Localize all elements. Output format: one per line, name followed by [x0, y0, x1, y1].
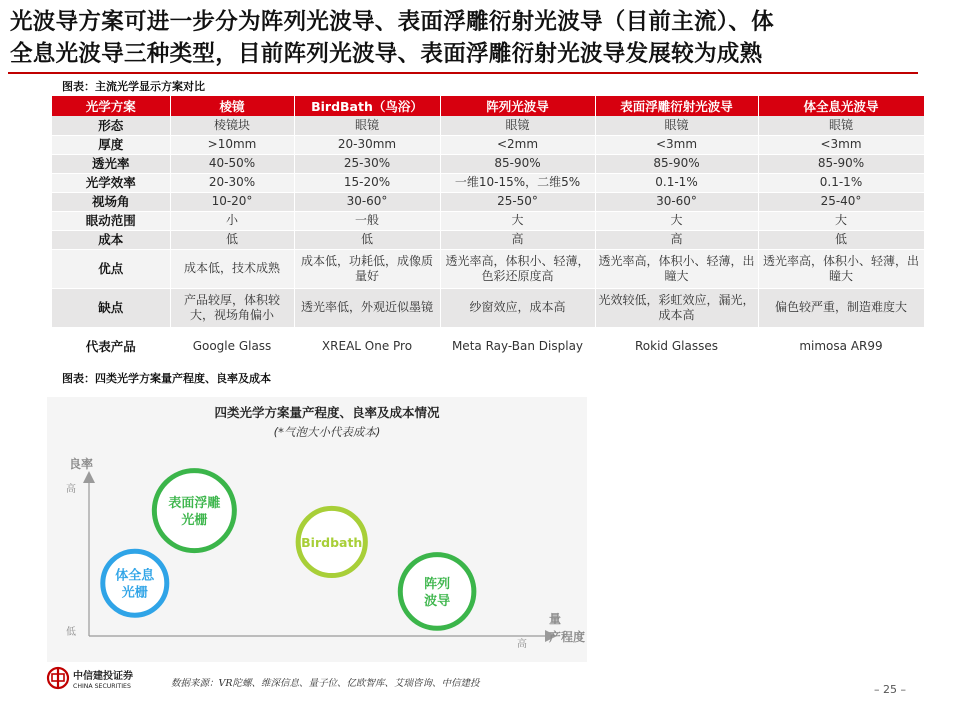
- table-cell: 小: [170, 211, 294, 230]
- table-cell: Google Glass: [170, 327, 294, 365]
- bubble-label: 光栅: [181, 513, 208, 529]
- bubble-label: 表面浮雕: [168, 496, 221, 512]
- y-high-label: 高: [66, 484, 76, 495]
- table-cell: 成本低，功耗低，成像质量好: [294, 249, 440, 288]
- bubble-label: 阵列: [424, 576, 451, 592]
- chart-caption: 图表：四类光学方案量产程度、良率及成本: [62, 372, 271, 385]
- title-rule: [8, 72, 918, 74]
- table-header-cell: 体全息光波导: [758, 96, 924, 116]
- data-source-note: 数据来源：VR陀螺、维深信息、量子位、亿欧智库、艾瑞咨询、中信建投: [171, 678, 480, 689]
- row-header-cell: 成本: [52, 230, 170, 249]
- table-cell: 0.1-1%: [595, 173, 758, 192]
- table-header-cell: 光学方案: [52, 96, 170, 116]
- bubble-chart-panel: [47, 397, 587, 662]
- table-header-cell: 阵列光波导: [440, 96, 595, 116]
- table-cell: <3mm: [758, 135, 924, 154]
- table-cell: 大: [595, 211, 758, 230]
- page-number: – 25 –: [874, 683, 906, 696]
- row-header-cell: 优点: [52, 249, 170, 288]
- table-cell: 一维10-15%，二维5%: [440, 173, 595, 192]
- table-cell: 20-30%: [170, 173, 294, 192]
- table-cell: 眼镜: [758, 116, 924, 135]
- bubble-label: Birdbath: [301, 534, 363, 550]
- row-header-cell: 视场角: [52, 192, 170, 211]
- table-cell: Rokid Glasses: [595, 327, 758, 365]
- slide-headline: [10, 6, 950, 70]
- table-cell: 15-20%: [294, 173, 440, 192]
- y-axis-arrow: [83, 471, 95, 483]
- table-caption: 图表：主流光学显示方案对比: [62, 80, 205, 93]
- bubble-label: 体全息: [115, 568, 155, 584]
- table-cell: >10mm: [170, 135, 294, 154]
- chart-title: 四类光学方案量产程度、良率及成本情况: [214, 405, 440, 420]
- table-cell: 大: [758, 211, 924, 230]
- table-cell: 低: [294, 230, 440, 249]
- row-header-cell: 光学效率: [52, 173, 170, 192]
- headline-line-2: 全息光波导三种类型，目前阵列光波导、表面浮雕衍射光波导发展较为成熟: [10, 41, 763, 67]
- table-cell: 30-60°: [294, 192, 440, 211]
- table-cell: 低: [758, 230, 924, 249]
- table-cell: 大: [440, 211, 595, 230]
- table-cell: 85-90%: [595, 154, 758, 173]
- row-header-cell: 代表产品: [52, 327, 170, 365]
- y-axis-label: 良率: [69, 457, 94, 471]
- table-row: [52, 192, 924, 211]
- bubble-label: 光栅: [121, 585, 148, 601]
- table-cell: 透光率高，体积小、轻薄，出瞳大: [758, 249, 924, 288]
- comparison-table: [52, 96, 925, 366]
- x-axis-label-part2: 产程度: [549, 630, 586, 644]
- china-securities-logo: [46, 666, 166, 690]
- table-cell: 30-60°: [595, 192, 758, 211]
- table-cell: 棱镜块: [170, 116, 294, 135]
- row-header-cell: 形态: [52, 116, 170, 135]
- table-cell: 25-40°: [758, 192, 924, 211]
- table-body: [52, 116, 924, 365]
- table-row: [52, 135, 924, 154]
- table-cell: 低: [170, 230, 294, 249]
- table-cell: 纱窗效应，成本高: [440, 288, 595, 327]
- chart-subtitle: (*气泡大小代表成本): [273, 425, 381, 439]
- table-cell: 0.1-1%: [758, 173, 924, 192]
- table-header-row: [52, 96, 924, 116]
- table-row: [52, 154, 924, 173]
- table-cell: mimosa AR99: [758, 327, 924, 365]
- table-cell: <2mm: [440, 135, 595, 154]
- table-cell: 产品较厚，体积较大，视场角偏小: [170, 288, 294, 327]
- x-axis-label-part1: 量: [549, 612, 562, 626]
- x-high-label: 高: [517, 639, 527, 650]
- table-row: [52, 249, 924, 288]
- table-cell: XREAL One Pro: [294, 327, 440, 365]
- table-cell: 20-30mm: [294, 135, 440, 154]
- table-row: [52, 211, 924, 230]
- table-cell: 25-50°: [440, 192, 595, 211]
- table-cell: 透光率高，体积小、轻薄，出瞳大: [595, 249, 758, 288]
- logo-cn-text: 中信建投证券: [73, 671, 133, 682]
- table-row: [52, 288, 924, 327]
- table-cell: 85-90%: [440, 154, 595, 173]
- row-header-cell: 透光率: [52, 154, 170, 173]
- table-cell: 25-30%: [294, 154, 440, 173]
- table-row: [52, 230, 924, 249]
- y-low-label: 低: [66, 627, 76, 638]
- table-cell: 10-20°: [170, 192, 294, 211]
- table-cell: 光效较低，彩虹效应，漏光，成本高: [595, 288, 758, 327]
- table-cell: 眼镜: [595, 116, 758, 135]
- table-cell: <3mm: [595, 135, 758, 154]
- table-header-cell: 棱镜: [170, 96, 294, 116]
- headline-line-1: 光波导方案可进一步分为阵列光波导、表面浮雕衍射光波导（目前主流）、体: [10, 9, 774, 35]
- bubble-chart: [47, 397, 587, 662]
- table-cell: 眼镜: [440, 116, 595, 135]
- row-header-cell: 缺点: [52, 288, 170, 327]
- table-cell: 40-50%: [170, 154, 294, 173]
- table-header-cell: 表面浮雕衍射光波导: [595, 96, 758, 116]
- table-cell: 85-90%: [758, 154, 924, 173]
- table-cell: 透光率高，体积小、轻薄，色彩还原度高: [440, 249, 595, 288]
- table-header-cell: BirdBath（鸟浴）: [294, 96, 440, 116]
- logo-en-text: CHINA SECURITIES: [73, 683, 131, 690]
- row-header-cell: 厚度: [52, 135, 170, 154]
- table-cell: 透光率低，外观近似墨镜: [294, 288, 440, 327]
- table-cell: 高: [595, 230, 758, 249]
- row-header-cell: 眼动范围: [52, 211, 170, 230]
- table-cell: 成本低，技术成熟: [170, 249, 294, 288]
- table-row: [52, 173, 924, 192]
- bubble-label: 波导: [424, 593, 451, 609]
- table-cell: 眼镜: [294, 116, 440, 135]
- table-cell: 偏色较严重，制造难度大: [758, 288, 924, 327]
- table-row: [52, 116, 924, 135]
- table-cell: 高: [440, 230, 595, 249]
- table-cell: Meta Ray-Ban Display: [440, 327, 595, 365]
- bubbles-group: [103, 471, 474, 629]
- table-cell: 一般: [294, 211, 440, 230]
- table-row: [52, 327, 924, 365]
